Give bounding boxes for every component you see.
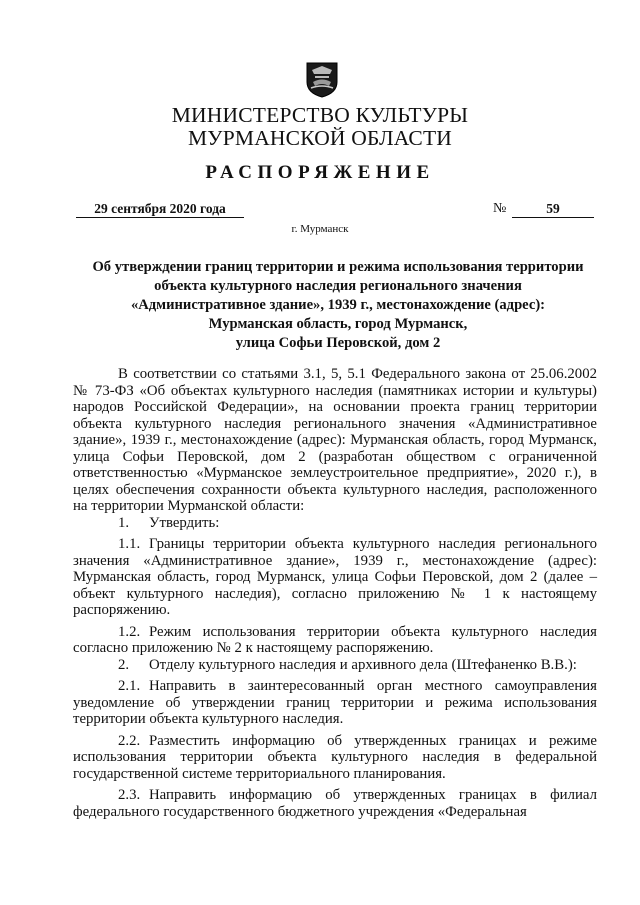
title-line-4: Мурманская область, город Мурманск,	[208, 316, 468, 332]
clause-1-2	[73, 624, 597, 657]
ministry-name-line2: МУРМАНСКОЙ ОБЛАСТИ	[187, 126, 452, 150]
document-type: РАСПОРЯЖЕНИЕ	[205, 162, 435, 183]
clause-text: Разместить информацию об утвержденных границах и режиме использования территории объекта культурного наследия в федеральной государственной системе территориального планирования.	[73, 732, 597, 782]
clause-number: 2.2.	[118, 732, 141, 749]
clause-number: 2.3.	[118, 787, 141, 803]
city: г. Мурманск	[291, 223, 349, 235]
clause-1-1	[73, 536, 597, 619]
clause-number: 1.2.	[118, 623, 141, 640]
clause-1	[73, 515, 597, 532]
clause-2-2	[73, 733, 597, 783]
title-line-1: Об утверждении границ территории и режима использования территории	[92, 259, 584, 275]
clause-text: Отделу культурного наследия и архивного дела (Штефаненко В.В.):	[149, 656, 577, 673]
ministry-name-line1: МИНИСТЕРСТВО КУЛЬТУРЫ	[171, 103, 469, 127]
title-line-2: объекта культурного наследия регионального значения	[154, 278, 522, 294]
document-body	[73, 366, 597, 820]
clause-2-1	[73, 678, 597, 728]
clause-text: Режим использования территории объекта культурного наследия согласно приложению № 2 к настоящему распоряжению.	[73, 623, 597, 656]
number-sign: №	[493, 201, 507, 216]
coat-of-arms-icon	[306, 62, 338, 98]
document-date: 29 сентября 2020 года	[76, 201, 244, 218]
title-line-3: «Административное здание», 1939 г., местонахождение (адрес):	[130, 297, 546, 313]
clause-number: 1.1.	[118, 536, 141, 552]
clause-2	[73, 657, 597, 674]
clause-number: 2.	[118, 656, 130, 673]
clause-text: Утвердить:	[149, 514, 220, 531]
clause-text: Направить информацию об утвержденных границах в филиал федерального государственного бюджетного учреждения «Федеральная	[73, 787, 597, 820]
clause-text: Границы территории объекта культурного наследия регионального значения «Административное здание», 1939 г., местонахождение (адрес): Мурманская область, город Мурманск, улица Софьи Перовской, дом 2 (далее – объект культурного наследия), согласно приложению № 1 к настоящему распоряжению.	[73, 536, 597, 618]
title-line-5: улица Софьи Перовской, дом 2	[235, 335, 441, 351]
clause-number: 2.1.	[118, 678, 141, 694]
clause-number: 1.	[118, 514, 130, 531]
clause-2-3	[73, 787, 597, 820]
document-number: 59	[512, 201, 594, 218]
clause-text: Направить в заинтересованный орган местного самоуправления уведомление об утверждении границ территории и режима использования территории объекта культурного наследия.	[73, 678, 597, 727]
preamble-paragraph: В соответствии со статьями 3.1, 5, 5.1 Федерального закона от 25.06.2002 № 73-ФЗ «Об объектах культурного наследия (памятниках истории и культуры) народов Российской Федерации», на основании проекта границ территории объекта культурного наследия регионального значения «Административное здание», 1939 г., местонахождение (адрес): Мурманская область, город Мурманск, улица Софьи Перовской, дом 2 (разработан обществом с ограниченной ответственностью «Мурманское землеустроительное предприятие», 2020 г.), в целях обеспечения сохранности объекта культурного наследия, расположенного на территории Мурманской области:	[73, 366, 597, 514]
